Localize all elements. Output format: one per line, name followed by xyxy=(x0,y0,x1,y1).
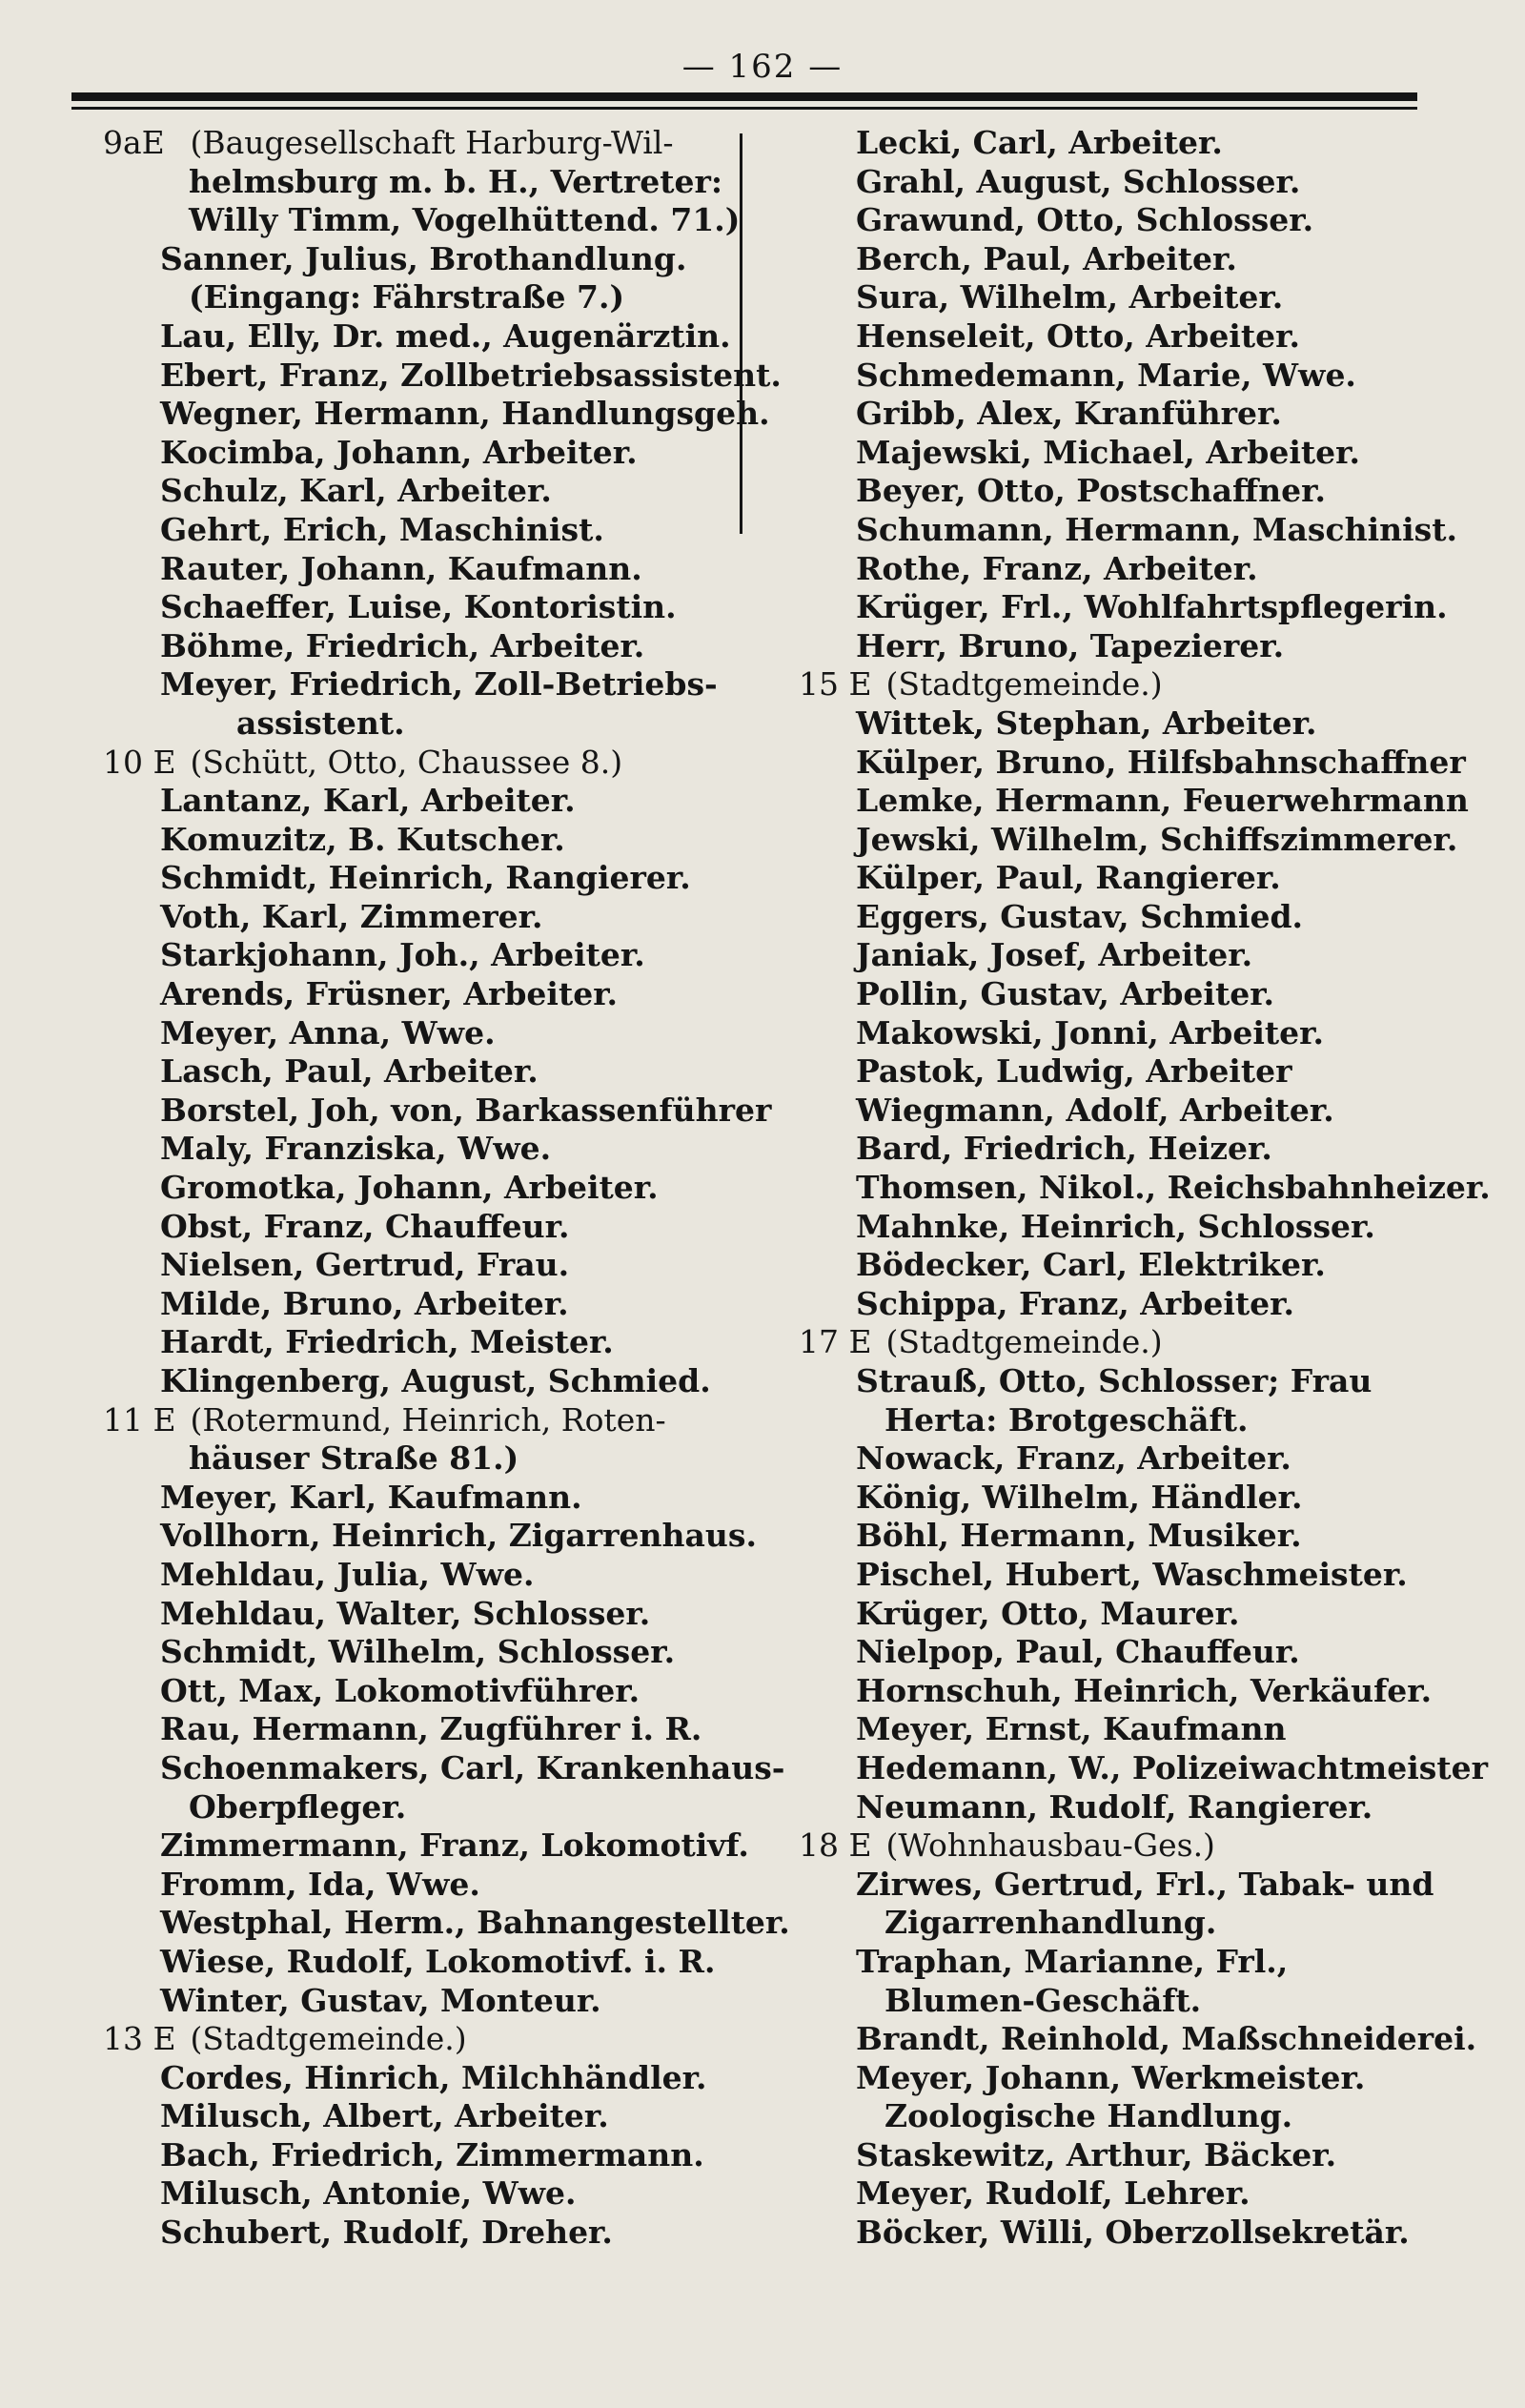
house-owner: (Baugesellschaft Harburg-Wil- xyxy=(190,124,674,161)
resident-entry: Meyer, Rudolf, Lehrer. xyxy=(856,2174,1250,2213)
resident-entry: Bach, Friedrich, Zimmermann. xyxy=(160,2135,704,2173)
resident-entry: Meyer, Friedrich, Zoll-Betriebs- xyxy=(160,665,718,704)
entry-continuation: Oberpfleger. xyxy=(189,1787,407,1826)
resident-entry: Makowski, Jonni, Arbeiter. xyxy=(856,1013,1324,1051)
resident-entry: Schulz, Karl, Arbeiter. xyxy=(160,472,552,510)
house-owner: (Schütt, Otto, Chaussee 8.) xyxy=(190,743,623,781)
resident-entry: Traphan, Marianne, Frl., xyxy=(856,1942,1289,1980)
house-number: 15 E xyxy=(799,665,872,704)
entry-continuation: helmsburg m. b. H., Vertreter: xyxy=(189,162,723,200)
resident-entry: Eggers, Gustav, Schmied. xyxy=(856,897,1304,935)
resident-entry: Mehldau, Walter, Schlosser. xyxy=(160,1594,651,1632)
resident-entry: Hedemann, W., Polizeiwachtmeister xyxy=(856,1748,1488,1786)
resident-entry: Westphal, Herm., Bahnangestellter. xyxy=(160,1904,790,1942)
resident-entry: Majewski, Michael, Arbeiter. xyxy=(856,433,1360,471)
resident-entry: Herr, Bruno, Tapezierer. xyxy=(856,626,1285,664)
resident-entry: Sura, Wilhelm, Arbeiter. xyxy=(856,278,1284,316)
resident-entry: Schmidt, Heinrich, Rangierer. xyxy=(160,859,691,897)
resident-entry: Komuzitz, B. Kutscher. xyxy=(160,820,565,858)
resident-entry: Grahl, August, Schlosser. xyxy=(856,162,1301,200)
resident-entry: Meyer, Johann, Werkmeister. xyxy=(856,2058,1366,2096)
resident-entry: Lantanz, Karl, Arbeiter. xyxy=(160,782,576,820)
entry-continuation: Zoologische Handlung. xyxy=(884,2097,1293,2135)
resident-entry: Wegner, Hermann, Handlungsgeh. xyxy=(160,395,770,433)
resident-entry: Schoenmakers, Carl, Krankenhaus- xyxy=(160,1748,785,1786)
resident-entry: Milusch, Antonie, Wwe. xyxy=(160,2174,577,2213)
house-number: 11 E xyxy=(103,1400,176,1439)
resident-entry: Schippa, Franz, Arbeiter. xyxy=(856,1284,1294,1322)
resident-entry: Brandt, Reinhold, Maßschneiderei. xyxy=(856,2020,1477,2058)
resident-entry: Jewski, Wilhelm, Schiffszimmerer. xyxy=(856,820,1458,858)
entry-continuation: Zigarrenhandlung. xyxy=(884,1904,1217,1942)
house-number-line xyxy=(103,2020,789,2059)
resident-entry: Zirwes, Gertrud, Frl., Tabak- und xyxy=(856,1865,1434,1903)
resident-entry: Nielsen, Gertrud, Frau. xyxy=(160,1246,570,1284)
resident-entry: Voth, Karl, Zimmerer. xyxy=(160,897,543,935)
house-owner: (Stadtgemeinde.) xyxy=(885,665,1163,704)
entry-continuation: häuser Straße 81.) xyxy=(189,1439,519,1478)
resident-entry: Staskewitz, Arthur, Bäcker. xyxy=(856,2135,1337,2173)
resident-entry: Schubert, Rudolf, Dreher. xyxy=(160,2214,613,2252)
house-number: 13 E xyxy=(103,2020,176,2058)
resident-entry: Starkjohann, Joh., Arbeiter. xyxy=(160,936,645,974)
resident-entry: Krüger, Otto, Maurer. xyxy=(856,1594,1240,1632)
resident-entry: Ott, Max, Lokomotivführer. xyxy=(160,1671,640,1709)
resident-entry: Maly, Franziska, Wwe. xyxy=(160,1130,552,1168)
resident-entry: Winter, Gustav, Monteur. xyxy=(160,1981,601,2019)
resident-entry: Rothe, Franz, Arbeiter. xyxy=(856,549,1258,587)
resident-entry: Böhme, Friedrich, Arbeiter. xyxy=(160,626,645,664)
resident-entry: Meyer, Ernst, Kaufmann xyxy=(856,1710,1287,1748)
resident-entry: Lasch, Paul, Arbeiter. xyxy=(160,1052,539,1091)
house-number-line xyxy=(103,124,789,163)
resident-entry: Schmedemann, Marie, Wwe. xyxy=(856,356,1356,394)
resident-entry: Gribb, Alex, Kranführer. xyxy=(856,395,1282,433)
resident-entry: Wiese, Rudolf, Lokomotivf. i. R. xyxy=(160,1942,716,1980)
resident-entry: Hornschuh, Heinrich, Verkäufer. xyxy=(856,1671,1433,1709)
resident-entry: Gehrt, Erich, Maschinist. xyxy=(160,510,604,548)
resident-entry: Beyer, Otto, Postschaffner. xyxy=(856,472,1326,510)
resident-entry: Nowack, Franz, Arbeiter. xyxy=(856,1439,1291,1478)
entry-continuation: Willy Timm, Vogelhüttend. 71.) xyxy=(189,201,741,239)
house-owner: (Rotermund, Heinrich, Roten- xyxy=(190,1400,666,1439)
house-number: 10 E xyxy=(103,743,176,781)
house-number: 17 E xyxy=(799,1323,872,1361)
resident-entry: Lau, Elly, Dr. med., Augenärztin. xyxy=(160,316,731,355)
resident-entry: Ebert, Franz, Zollbetriebsassistent. xyxy=(160,356,782,394)
house-number-line xyxy=(103,744,789,783)
house-owner: (Wohnhausbau-Ges.) xyxy=(885,1826,1215,1865)
resident-entry: Mahnke, Heinrich, Schlosser. xyxy=(856,1207,1375,1245)
resident-entry: Krüger, Frl., Wohlfahrtspflegerin. xyxy=(856,588,1448,626)
resident-entry: Böhl, Hermann, Musiker. xyxy=(856,1517,1302,1555)
resident-entry: Külper, Paul, Rangierer. xyxy=(856,859,1281,897)
entry-continuation: Blumen-Geschäft. xyxy=(884,1981,1202,2019)
resident-entry: Mehldau, Julia, Wwe. xyxy=(160,1555,535,1593)
header-rule-thin xyxy=(71,107,1417,110)
resident-entry: Wiegmann, Adolf, Arbeiter. xyxy=(856,1091,1334,1129)
resident-entry: Grawund, Otto, Schlosser. xyxy=(856,201,1314,239)
resident-entry: Wittek, Stephan, Arbeiter. xyxy=(856,704,1317,742)
right-column xyxy=(799,124,1491,2253)
resident-entry: Hardt, Friedrich, Meister. xyxy=(160,1323,614,1361)
resident-entry: Schumann, Hermann, Maschinist. xyxy=(856,510,1457,548)
resident-entry: Rau, Hermann, Zugführer i. R. xyxy=(160,1710,702,1748)
resident-entry: Schmidt, Wilhelm, Schlosser. xyxy=(160,1633,676,1671)
resident-entry: Milde, Bruno, Arbeiter. xyxy=(160,1284,569,1322)
resident-entry: Rauter, Johann, Kaufmann. xyxy=(160,549,642,587)
resident-entry: Berch, Paul, Arbeiter. xyxy=(856,239,1237,277)
resident-entry: König, Wilhelm, Händler. xyxy=(856,1478,1303,1516)
house-owner: (Stadtgemeinde.) xyxy=(885,1323,1163,1361)
house-number-line xyxy=(799,665,1485,704)
resident-entry: Arends, Früsner, Arbeiter. xyxy=(160,975,619,1013)
resident-entry: Milusch, Albert, Arbeiter. xyxy=(160,2097,609,2135)
resident-entry: Cordes, Hinrich, Milchhändler. xyxy=(160,2058,707,2096)
resident-entry: Klingenberg, August, Schmied. xyxy=(160,1362,711,1399)
resident-entry: Kocimba, Johann, Arbeiter. xyxy=(160,433,638,471)
page-number: — 162 — xyxy=(681,48,844,86)
left-column xyxy=(103,124,789,2253)
entry-continuation: assistent. xyxy=(236,704,405,742)
resident-entry: Janiak, Josef, Arbeiter. xyxy=(856,936,1253,974)
resident-entry: Pollin, Gustav, Arbeiter. xyxy=(856,975,1275,1013)
resident-entry: Gromotka, Johann, Arbeiter. xyxy=(160,1169,659,1207)
entry-continuation: (Eingang: Fährstraße 7.) xyxy=(189,278,625,316)
resident-entry: Meyer, Anna, Wwe. xyxy=(160,1013,496,1051)
house-number: 9aE xyxy=(103,124,165,161)
resident-entry: Lemke, Hermann, Feuerwehrmann xyxy=(856,782,1469,820)
resident-entry: Nielpop, Paul, Chauffeur. xyxy=(856,1633,1300,1671)
resident-entry: Lecki, Carl, Arbeiter. xyxy=(856,124,1223,161)
resident-entry: Thomsen, Nikol., Reichsbahnheizer. xyxy=(856,1169,1491,1207)
house-owner: (Stadtgemeinde.) xyxy=(190,2020,467,2058)
resident-entry: Borstel, Joh, von, Barkassenführer xyxy=(160,1091,772,1129)
house-number-line xyxy=(799,1826,1485,1866)
resident-entry: Vollhorn, Heinrich, Zigarrenhaus. xyxy=(160,1517,757,1555)
resident-entry: Obst, Franz, Chauffeur. xyxy=(160,1207,570,1245)
resident-entry: Zimmermann, Franz, Lokomotivf. xyxy=(160,1826,749,1865)
resident-entry: Böcker, Willi, Oberzollsekretär. xyxy=(856,2214,1410,2252)
resident-entry: Bard, Friedrich, Heizer. xyxy=(856,1130,1272,1168)
header-rule-thick xyxy=(71,92,1417,101)
entry-continuation: Herta: Brotgeschäft. xyxy=(884,1400,1249,1439)
house-number: 18 E xyxy=(799,1826,872,1865)
resident-entry: Strauß, Otto, Schlosser; Frau xyxy=(856,1362,1372,1399)
resident-entry: Fromm, Ida, Wwe. xyxy=(160,1865,480,1903)
resident-entry: Pischel, Hubert, Waschmeister. xyxy=(856,1555,1408,1593)
resident-entry: Külper, Bruno, Hilfsbahnschaffner xyxy=(856,743,1466,781)
resident-entry: Neumann, Rudolf, Rangierer. xyxy=(856,1787,1373,1826)
resident-entry: Sanner, Julius, Brothandlung. xyxy=(160,239,687,277)
resident-entry: Bödecker, Carl, Elektriker. xyxy=(856,1246,1326,1284)
resident-entry: Schaeffer, Luise, Kontoristin. xyxy=(160,588,677,626)
resident-entry: Henseleit, Otto, Arbeiter. xyxy=(856,316,1300,355)
resident-entry: Pastok, Ludwig, Arbeiter xyxy=(856,1052,1292,1091)
house-number-line xyxy=(799,1323,1485,1362)
resident-entry: Meyer, Karl, Kaufmann. xyxy=(160,1478,582,1516)
house-number-line xyxy=(103,1401,789,1440)
